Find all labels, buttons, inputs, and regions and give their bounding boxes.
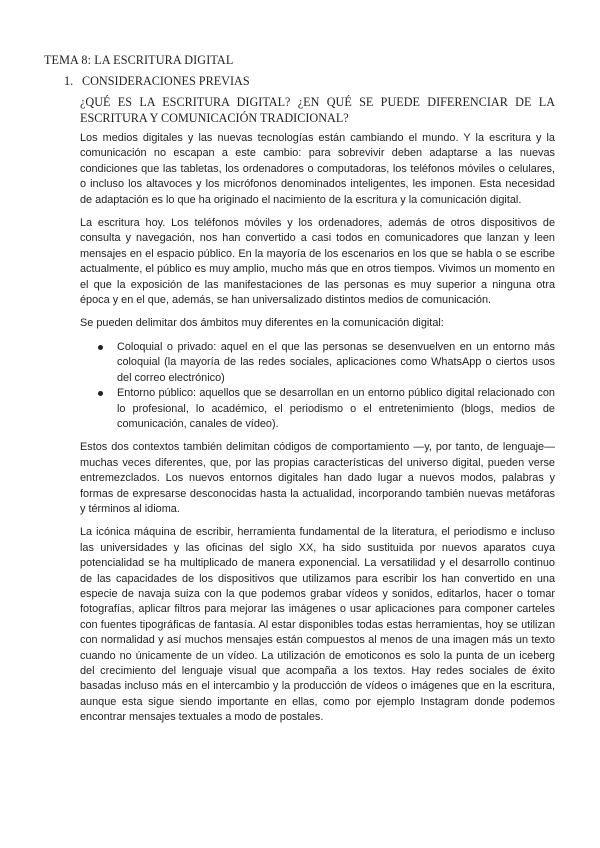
list-item-text: Entorno público: aquellos que se desarrollan en un entorno público digital relacionado con lo profesional, lo académico, el periodismo o el entretenimiento (blogs, medios de comunicación, canales de vídeo). [117,387,555,430]
section-question: ¿QUÉ ES LA ESCRITURA DIGITAL? ¿EN QUÉ SE PUEDE DIFERENCIAR DE LA ESCRITURA Y COMUNICACIÓN TRADICIONAL? [80,95,555,125]
section-heading [64,74,250,89]
bullet-list [80,340,555,432]
bullet-dot-icon [98,345,103,350]
paragraph-escritura-hoy: La escritura hoy. Los teléfonos móviles y los ordenadores, además de otros dispositivos de consulta y navegación, nos han convertido a casi todos en comunicadores que lanzan y leen mensajes en el espacio público. En la mayoría de los escenarios en los que se habla o se escribe actualmente, el público es muy amplio, mucho más que en otros tiempos. Vivimos un momento en el que la exposición de las manifestaciones de las personas es muy superior a ninguna otra época y en el que, además, se han universalizado distintos medios de comunicación. [80,217,555,307]
list-item [117,340,555,386]
paragraph-intro: Los medios digitales y las nuevas tecnologías están cambiando el mundo. Y la escritura y la comunicación no escapan a este cambio: para sobrevivir deben adaptarse a las nuevas condiciones que las tabletas, los ordenadores o computadoras, los teléfonos móviles o celulares, o incluso los altavoces y los micrófonos denominados inteligentes, les imponen. Esta necesidad de adaptación es lo que ha originado el nacimiento de la escritura y la comunicación digital. [80,132,555,206]
document-title: TEMA 8: LA ESCRITURA DIGITAL [44,53,234,67]
paragraph-maquina-escribir: La icónica máquina de escribir, herramienta fundamental de la literatura, el periodismo e incluso las universidades y las oficinas del siglo XX, ha sido sustituida por nuevos aparatos cuya potencialidad se ha multiplicado de manera exponencial. La versatilidad y el desarrollo continuo de las capacidades de los dispositivos que utilizamos para escribir los han convertido en una especie de navaja suiza con la que podemos grabar vídeos y sonidos, editarlos, hacer o tomar fotografías, aplicar filtros para mejorar las imágenes o usar aplicaciones para componer carteles con fuentes tipográficas de fantasía. Al estar disponibles todas estas herramientas, hoy se utilizan con normalidad y así muchos mensajes están compuestos al menos de una imagen más un texto cuando no únicamente de un vídeo. La utilización de emoticonos es solo la punta de un iceberg del crecimiento del lenguaje visual que acompaña a los textos. Hay redes sociales de éxito basadas incluso más en el intercambio y la producción de vídeos o imágenes que en la escritura, aunque esta sigue siendo importante en ellas, como por ejemplo Instagram donde podemos encontrar mensajes textuales a modo de postales. [80,526,555,724]
list-item-text: Coloquial o privado: aquel en el que las personas se desenvuelven en un entorno más coloquial (la mayoría de las redes sociales, aplicaciones como WhatsApp o ciertos usos del correo electrónico) [117,340,555,384]
section-number: 1. [64,74,74,88]
section-heading-text: CONSIDERACIONES PREVIAS [82,74,250,88]
paragraph-ambitos: Se pueden delimitar dos ámbitos muy diferentes en la comunicación digital: [80,317,444,330]
bullet-dot-icon [98,391,103,396]
document-body [80,131,555,734]
paragraph-contextos: Estos dos contextos también delimitan códigos de comportamiento —y, por tanto, de lenguaje— muchas veces diferentes, que, por las propias características del universo digital, pueden verse entremezclados. Los nuevos entornos digitales han dado lugar a nuevos modos, palabras y formas de expresarse desconocidas hasta la actualidad, incorporando también nuevas metáforas y términos al idioma. [80,441,555,515]
list-item [117,386,555,432]
